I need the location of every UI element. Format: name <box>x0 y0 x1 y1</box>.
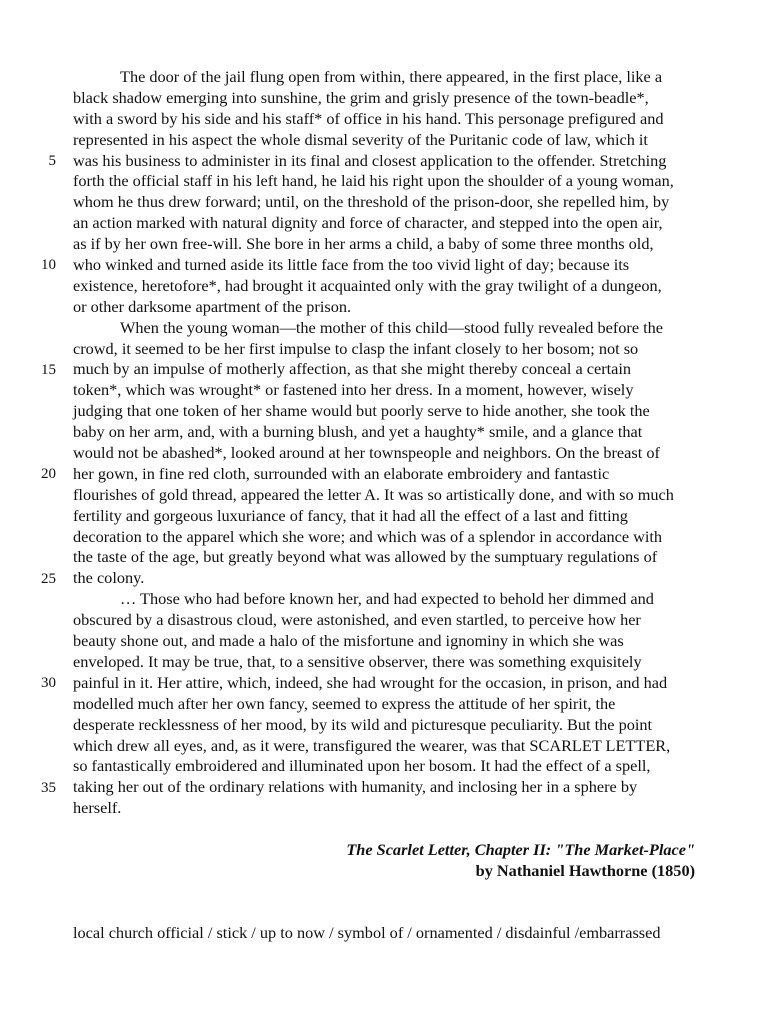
passage-line: who winked and turned aside its little face from the too vivid light of day; because its <box>73 255 630 275</box>
passage-line: modelled much after her own fancy, seemed to express the attitude of her spirit, the <box>73 693 616 713</box>
line-number: 5 <box>48 152 56 169</box>
passage-line: beauty shone out, and made a halo of the misfortune and ignominy in which she was <box>73 631 624 651</box>
line-number: 25 <box>41 570 56 587</box>
passage-line: was his business to administer in its final and closest application to the offender. Stretching <box>73 150 667 170</box>
passage-line: her gown, in fine red cloth, surrounded with an elaborate embroidery and fantastic <box>73 463 610 483</box>
passage-line: judging that one token of her shame would but poorly serve to hide another, she took the <box>73 401 650 421</box>
passage-line: crowd, it seemed to be her first impulse to clasp the infant closely to her bosom; not so <box>73 338 639 358</box>
passage-line: much by an impulse of motherly affection, as that she might thereby conceal a certain <box>73 359 632 379</box>
passage-line: flourishes of gold thread, appeared the letter A. It was so artistically done, and with so much <box>73 484 674 504</box>
passage-line: baby on her arm, and, with a burning blush, and yet a haughty* smile, and a glance that <box>73 422 643 442</box>
passage-line: represented in his aspect the whole dismal severity of the Puritanic code of law, which it <box>73 129 648 149</box>
passage-line: as if by her own free-will. She bore in her arms a child, a baby of some three months old, <box>73 234 654 254</box>
passage-line: herself. <box>73 798 122 818</box>
passage-line: which drew all eyes, and, as it were, transfigured the wearer, was that SCARLET LETTER, <box>73 735 671 755</box>
passage-line: taking her out of the ordinary relations with humanity, and inclosing her in a sphere by <box>73 777 638 797</box>
passage-text <box>73 67 703 819</box>
passage-line: the colony. <box>73 568 145 588</box>
passage-line: … Those who had before known her, and had expected to behold her dimmed and <box>120 589 654 609</box>
line-number: 20 <box>41 466 56 483</box>
glossary-footnote: local church official / stick / up to now / symbol of / ornamented / disdainful /embarrassed <box>73 923 661 942</box>
passage-line: or other darksome apartment of the prison. <box>73 296 352 316</box>
citation-title: The Scarlet Letter, Chapter II: "The Market-Place" <box>346 840 695 859</box>
passage-line: desperate recklessness of her mood, by its wild and picturesque peculiarity. But the point <box>73 714 653 734</box>
line-number: 15 <box>41 361 56 378</box>
passage-line: fertility and gorgeous luxuriance of fancy, that it had all the effect of a last and fitting <box>73 505 628 525</box>
passage-line: painful in it. Her attire, which, indeed, she had wrought for the occasion, in prison, and had <box>73 672 668 692</box>
passage-line: black shadow emerging into sunshine, the grim and grisly presence of the town-beadle*, <box>73 87 649 107</box>
passage-line: enveloped. It may be true, that, to a sensitive observer, there was something exquisitely <box>73 651 642 671</box>
passage-line: existence, heretofore*, had brought it acquainted only with the gray twilight of a dungeon, <box>73 275 662 295</box>
passage-line: so fantastically embroidered and illuminated upon her bosom. It had the effect of a spell, <box>73 756 651 776</box>
passage-line: obscured by a disastrous cloud, were astonished, and even startled, to perceive how her <box>73 610 641 630</box>
passage-line: decoration to the apparel which she wore; and which was of a splendor in accordance with <box>73 526 663 546</box>
citation <box>346 839 695 881</box>
passage-line: When the young woman—the mother of this child—stood fully revealed before the <box>120 317 664 337</box>
passage-line: with a sword by his side and his staff* of office in his hand. This personage prefigured and <box>73 108 664 128</box>
passage-line: forth the official staff in his left hand, he laid his right upon the shoulder of a young woman, <box>73 171 674 191</box>
line-number: 30 <box>41 675 56 692</box>
citation-author: by Nathaniel Hawthorne (1850) <box>475 861 695 880</box>
line-number: 10 <box>41 257 56 274</box>
passage-line: an action marked with natural dignity and force of character, and stepped into the open air, <box>73 213 663 233</box>
passage-line: token*, which was wrought* or fastened into her dress. In a moment, however, wisely <box>73 380 634 400</box>
passage-line: would not be abashed*, looked around at her townspeople and neighbors. On the breast of <box>73 443 660 463</box>
passage-line: The door of the jail flung open from within, there appeared, in the first place, like a <box>120 67 663 86</box>
passage-line: the taste of the age, but greatly beyond what was allowed by the sumptuary regulations of <box>73 547 658 567</box>
passage-line: whom he thus drew forward; until, on the threshold of the prison-door, she repelled him, by <box>73 192 670 212</box>
line-number: 35 <box>41 779 56 796</box>
